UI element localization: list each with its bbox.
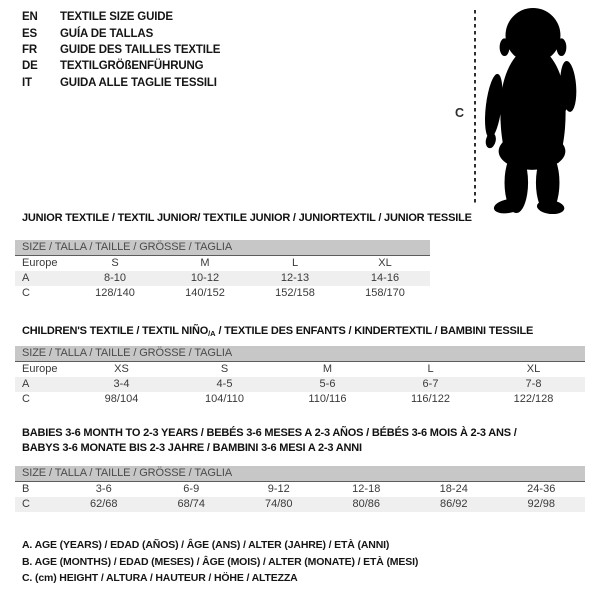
size-header-bar: SIZE / TALLA / TAILLE / GRÖSSE / TAGLIA [15, 346, 585, 362]
table-row [15, 497, 585, 512]
baby-silhouette-icon [482, 6, 582, 214]
childrens-table-title [22, 324, 533, 341]
table-title-text: /A [208, 329, 216, 338]
language-row [22, 25, 220, 41]
language-row [22, 75, 220, 91]
size-header-bar: SIZE / TALLA / TAILLE / GRÖSSE / TAGLIA [15, 466, 585, 482]
size-header-bar: SIZE / TALLA / TAILLE / GRÖSSE / TAGLIA [15, 240, 430, 256]
language-code: FR [22, 43, 38, 56]
table-cell: XS [114, 363, 129, 375]
table-cell: 6-7 [422, 378, 439, 390]
table-cell: 10-12 [190, 272, 220, 284]
table-cell: 116/122 [411, 393, 450, 405]
table-row [15, 482, 585, 497]
table-row [15, 362, 585, 377]
row-label: C [22, 287, 30, 299]
row-label: Europe [22, 363, 58, 375]
guide-title: GUIDE DES TAILLES TEXTILE [60, 43, 221, 56]
language-row [22, 42, 220, 58]
table-title-text: BABIES 3-6 MONTH TO 2-3 YEARS / BEBÉS 3-6 MESES A 2-3 AÑOS / BÉBÉS 3-6 MOIS À 2-3 ANS / [22, 427, 517, 439]
table-title-text: / TEXTILE DES ENFANTS / KINDERTEXTIL / BAMBINI TESSILE [215, 325, 534, 337]
table-title-text: BABYS 3-6 MONATE BIS 2-3 JAHRE / BAMBINI 3-6 MESI A 2-3 ANNI [22, 442, 362, 454]
table-cell: 122/128 [513, 393, 554, 405]
row-label: A [22, 378, 30, 390]
guide-title: GUIDA ALLE TAGLIE TESSILI [60, 76, 217, 89]
language-list [22, 9, 220, 91]
table-title-line [22, 211, 472, 226]
language-code: IT [22, 76, 32, 89]
table-cell: 6-9 [183, 483, 200, 495]
babies-table-title [22, 426, 517, 456]
language-code: ES [22, 27, 38, 40]
row-label: C [22, 498, 30, 510]
language-row [22, 9, 220, 25]
table-title-text: JUNIOR TEXTILE / TEXTIL JUNIOR/ TEXTILE JUNIOR / JUNIORTEXTIL / JUNIOR TESSILE [22, 212, 472, 224]
childrens-size-table [15, 346, 585, 407]
table-cell: S [111, 257, 119, 269]
table-cell: 128/140 [95, 287, 135, 299]
footnote-line: C. (cm) HEIGHT / ALTURA / HAUTEUR / HÖHE / ALTEZZA [22, 572, 298, 584]
guide-title: TEXTILGRÖßENFÜHRUNG [60, 60, 204, 73]
table-title-line [22, 426, 517, 441]
table-cell: 140/152 [185, 287, 225, 299]
table-cell: 24-36 [527, 483, 556, 495]
table-cell: 68/74 [177, 498, 206, 510]
table-cell: L [291, 257, 299, 269]
junior-table-title [22, 211, 472, 226]
babies-size-table [15, 466, 585, 512]
language-code: EN [22, 11, 38, 24]
table-cell: 8-10 [103, 272, 127, 284]
guide-title: GUÍA DE TALLAS [60, 27, 154, 40]
table-cell: 18-24 [439, 483, 468, 495]
table-cell: 158/170 [365, 287, 405, 299]
table-title-line [22, 324, 533, 341]
table-cell: 12-18 [352, 483, 381, 495]
table-cell: 62/68 [89, 498, 118, 510]
table-cell: 80/86 [352, 498, 381, 510]
height-measure-dashed-line [474, 10, 476, 206]
table-cell: 5-6 [319, 378, 336, 390]
table-title-text: CHILDREN'S TEXTILE / TEXTIL NIÑO [22, 325, 209, 337]
table-cell: M [322, 363, 333, 375]
table-row [15, 271, 430, 286]
table-cell: 12-13 [280, 272, 310, 284]
junior-size-table [15, 240, 430, 301]
table-row [15, 256, 430, 271]
table-cell: 4-5 [216, 378, 233, 390]
table-cell: L [427, 363, 434, 375]
table-row [15, 392, 585, 407]
footnote-legend [22, 537, 418, 587]
row-label: A [22, 272, 30, 284]
table-cell: 98/104 [104, 393, 139, 405]
table-cell: XL [378, 257, 392, 269]
table-cell: S [220, 363, 229, 375]
table-cell: 9-12 [267, 483, 290, 495]
footnote-line: B. AGE (MONTHS) / EDAD (MESES) / ÂGE (MOIS) / ALTER (MONATE) / ETÀ (MESI) [22, 555, 419, 568]
table-cell: 3-6 [95, 483, 112, 495]
row-label: C [22, 393, 30, 405]
table-cell: 74/80 [264, 498, 293, 510]
table-row [15, 286, 430, 301]
table-cell: 14-16 [370, 272, 400, 284]
table-cell: XL [526, 363, 541, 375]
table-title-line [22, 441, 517, 456]
table-row [15, 377, 585, 392]
table-cell: M [200, 257, 210, 269]
table-cell: 3-4 [113, 378, 130, 390]
footnote-line: A. AGE (YEARS) / EDAD (AÑOS) / ÂGE (ANS) / ALTER (JAHRE) / ETÀ (ANNI) [22, 539, 390, 551]
language-code: DE [22, 60, 38, 73]
table-cell: 152/158 [275, 287, 315, 299]
guide-title: TEXTILE SIZE GUIDE [60, 11, 173, 24]
language-row [22, 58, 220, 74]
table-cell: 86/92 [439, 498, 468, 510]
table-cell: 104/110 [205, 393, 244, 405]
table-cell: 110/116 [308, 393, 347, 405]
row-label: Europe [22, 257, 58, 269]
table-cell: 92/98 [527, 498, 556, 510]
measure-c-label: C [455, 106, 465, 120]
table-cell: 7-8 [525, 378, 542, 390]
row-label: B [22, 483, 30, 495]
